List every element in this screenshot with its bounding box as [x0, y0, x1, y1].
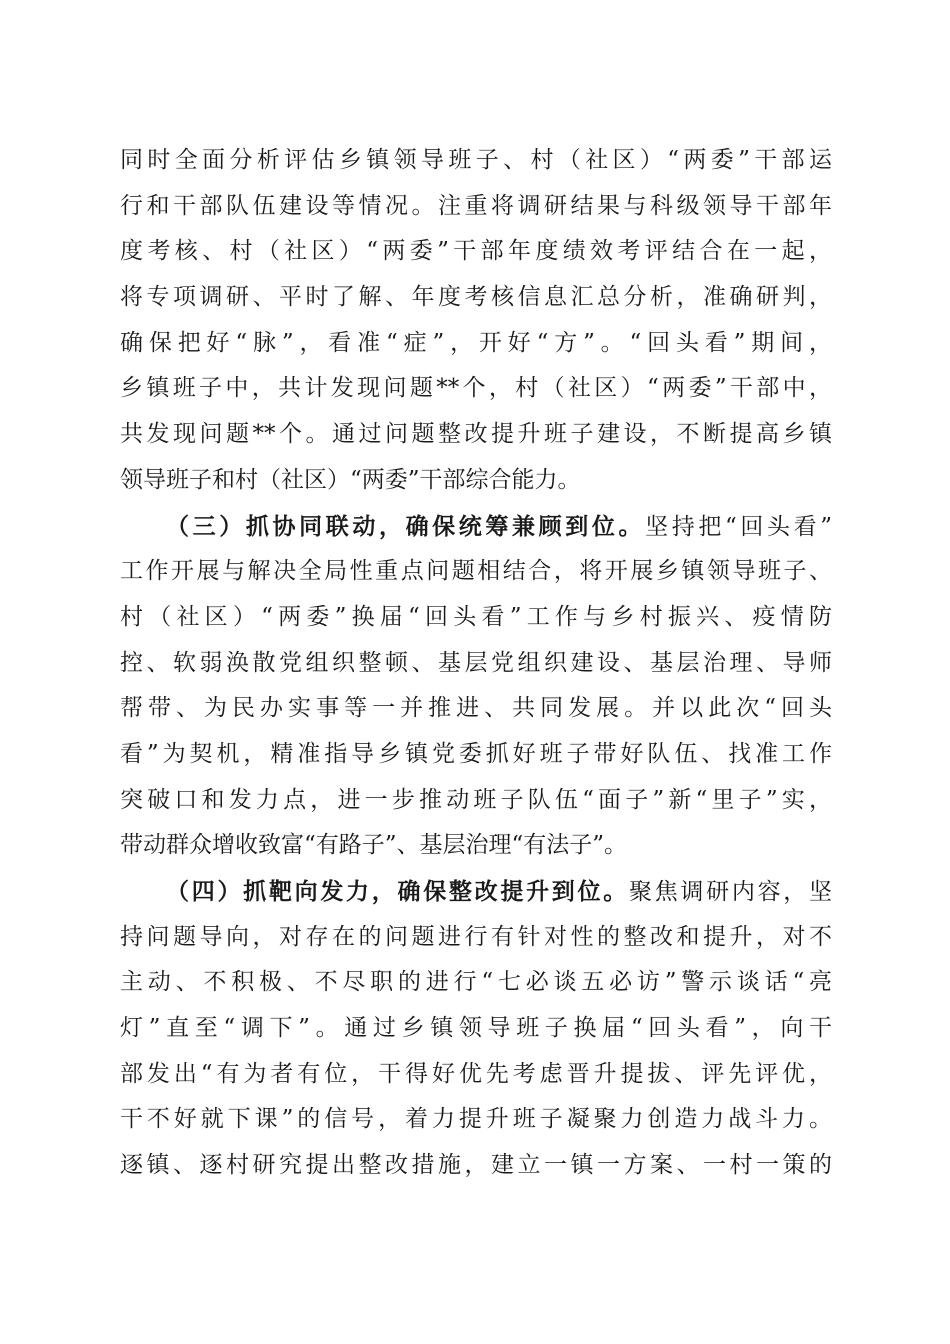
text-line: 共发现问题**个。通过问题整改提升班子建设，不断提高乡镇: [120, 421, 832, 448]
paragraph-3: [120, 869, 832, 1189]
text-line: 同时全面分析评估乡镇领导班子、村（社区）“两委”干部运: [120, 147, 832, 173]
text-line: 看”为契机，精准指导乡镇党委抓好班子带好队伍、找准工作: [120, 740, 832, 767]
text-line: 帮带、为民办实事等一并推进、共同发展。并以此次“回头: [120, 695, 832, 722]
section-heading-3: （三）抓协同联动，确保统筹兼顾到位。: [166, 512, 646, 540]
text-line: 突破口和发力点，进一步推动班子队伍“面子”新“里子”实，: [120, 786, 832, 813]
text-span: 聚焦调研内容，坚: [628, 879, 833, 905]
text-line: 灯”直至“调下”。通过乡镇领导班子换届“回头看”，向干: [120, 1015, 832, 1042]
text-line: 行和干部队伍建设等情况。注重将调研结果与科级领导干部年: [120, 192, 832, 219]
paragraph-2: [120, 504, 832, 870]
text-line: 逐镇、逐村研究提出整改措施，建立一镇一方案、一村一策的: [120, 1152, 832, 1179]
text-line: 度考核、村（社区）“两委”干部年度绩效考评结合在一起，: [120, 238, 832, 265]
text-line: 部发出“有为者有位，干得好优先考虑晋升提拔、评先评优，: [120, 1060, 832, 1087]
text-line: 领导班子和村（社区）“两委”干部综合能力。: [120, 466, 581, 493]
text-line: [120, 504, 832, 550]
body-text: [120, 138, 832, 1189]
text-line: [120, 869, 832, 915]
text-line: 将专项调研、平时了解、年度考核信息汇总分析，准确研判，: [120, 284, 832, 311]
text-line: 村（社区）“两委”换届“回头看”工作与乡村振兴、疫情防: [120, 603, 832, 630]
paragraph-1: [120, 138, 832, 504]
text-line: 持问题导向，对存在的问题进行有针对性的整改和提升，对不: [120, 923, 832, 950]
text-line: 带动群众增收致富“有路子”、基层治理“有法子”。: [120, 832, 628, 859]
text-span: 坚持把“回头看”: [645, 513, 832, 540]
text-line: 乡镇班子中，共计发现问题**个，村（社区）“两委”干部中，: [120, 375, 832, 402]
section-heading-4: （四）抓靶向发力，确保整改提升到位。: [166, 878, 629, 905]
text-line: 主动、不积极、不尽职的进行“七必谈五必访”警示谈话“亮: [120, 969, 832, 996]
text-line: 干不好就下课”的信号，着力提升班子凝聚力创造力战斗力。: [120, 1106, 832, 1133]
text-line: 工作开展与解决全局性重点问题相结合，将开展乡镇领导班子、: [120, 558, 832, 585]
text-line: 控、软弱涣散党组织整顿、基层党组织建设、基层治理、导师: [120, 649, 832, 676]
text-line: 确保把好“脉”，看准“症”，开好“方”。“回头看”期间，: [120, 329, 832, 356]
